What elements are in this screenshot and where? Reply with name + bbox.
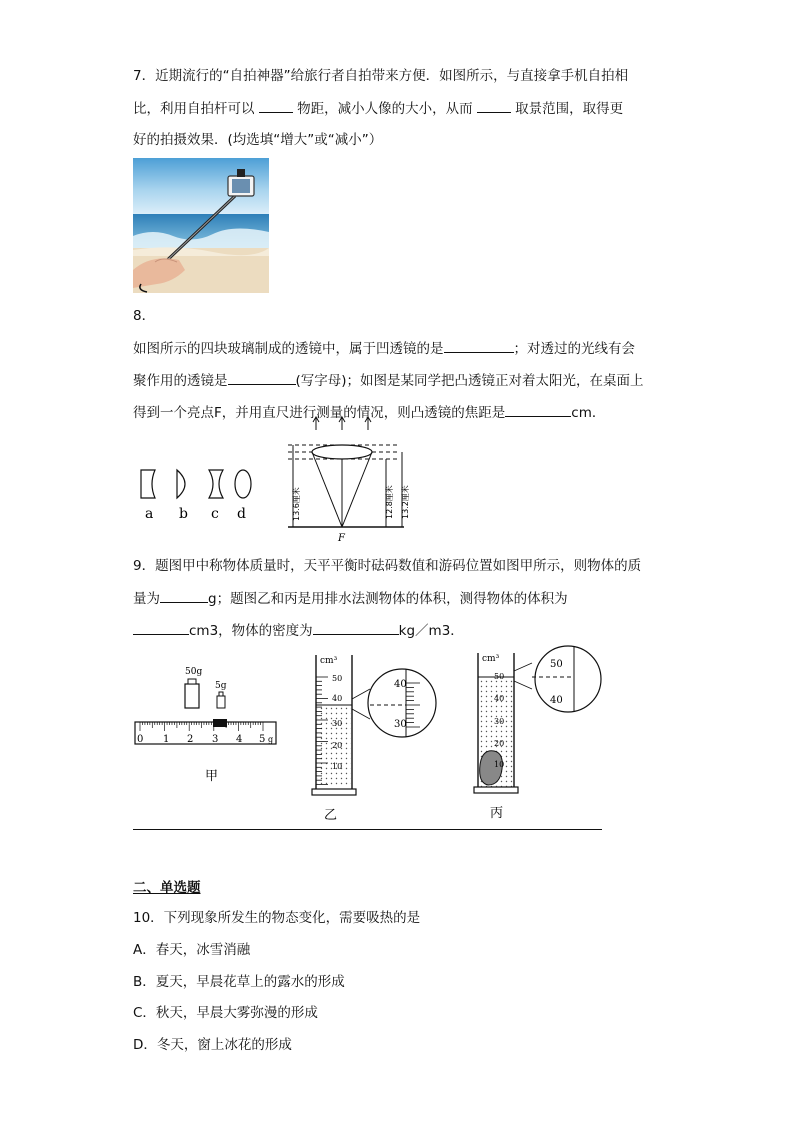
yi-tick-30: 30: [332, 719, 343, 728]
q7-line1: 7．近期流行的“自拍神器”给旅行者自拍带来方便．如图所示，与直接拿手机自拍相: [133, 68, 629, 84]
selfie-stick-photo: [133, 158, 269, 293]
q8-text-c: 聚作用的透镜是: [133, 373, 228, 389]
section-divider: [133, 829, 602, 830]
dim-right-label: 13.2厘米: [401, 485, 410, 519]
q9-line1: 9．题图甲中称物体质量时，天平平衡时砝码数值和游码位置如图甲所示，则物体的质: [133, 558, 642, 574]
q7-line2: [133, 98, 623, 119]
q8-text-b: ；对透过的光线有会: [513, 341, 635, 357]
section-heading: 二、单选题: [133, 880, 201, 896]
focus-label: F: [338, 533, 345, 543]
lens-label-d: d: [237, 506, 246, 522]
bing-zoom-circle: [535, 646, 601, 712]
ruler-tick-4: 4: [236, 734, 243, 745]
q7-text-a: 比，利用自拍杆可以: [133, 101, 259, 117]
bing-zoom-40: 40: [550, 695, 563, 706]
yi-unit: cm³: [320, 656, 338, 666]
weight-5g-shape: [217, 696, 225, 708]
lens-a-shape: [141, 470, 155, 498]
ruler-tick-2: 2: [187, 734, 194, 745]
q10-option-a[interactable]: A．春天，冰雪消融: [133, 942, 251, 958]
ruler-tick-5: 5: [259, 734, 266, 745]
bing-tick-10: 10: [494, 760, 505, 769]
yi-tick-10: 10: [332, 762, 343, 771]
q10-option-b[interactable]: B．夏天，早晨花草上的露水的形成: [133, 974, 345, 990]
rider-scale: [135, 722, 276, 744]
q7-blank-2[interactable]: [477, 98, 511, 113]
yi-tick-50: 50: [332, 674, 343, 683]
cylinder-figure-bing: [470, 645, 605, 822]
focal-length-figure: [282, 415, 417, 543]
bing-tick-30: 30: [494, 717, 505, 726]
caption-bing: 丙: [490, 806, 504, 821]
q7-text-c: 取景范围，取得更: [510, 101, 624, 117]
lens-label-a: a: [145, 506, 154, 522]
q9-blank-2[interactable]: [133, 620, 189, 635]
q8-blank-1[interactable]: [444, 338, 514, 353]
q8-line2: [133, 370, 644, 391]
q9-blank-3[interactable]: [313, 620, 399, 635]
lens-label-b: b: [179, 506, 188, 522]
q9-text-b: g；题图乙和丙是用排水法测物体的体积，测得物体的体积为: [208, 591, 568, 607]
yi-tick-40: 40: [332, 694, 343, 703]
dim-left-label: 13.6厘米: [292, 487, 301, 521]
lens-d-shape: [235, 470, 251, 498]
q8-blank-3[interactable]: [505, 402, 571, 417]
balance-figure-jia: [133, 660, 278, 785]
lens-c-shape: [209, 470, 223, 498]
q8-text-f: cm．: [571, 405, 606, 421]
weight-50g-shape: [185, 684, 199, 708]
bing-zoom-50: 50: [550, 659, 563, 670]
ruler-tick-1: 1: [163, 734, 170, 745]
yi-zoom-30: 30: [394, 719, 407, 730]
q8-number: 8．: [133, 308, 156, 324]
ruler-unit: g: [268, 735, 274, 744]
q9-line2: [133, 588, 568, 609]
q9-text-a: 量为: [133, 591, 160, 607]
yi-zoom-40: 40: [394, 679, 407, 690]
q9-line3: [133, 620, 464, 641]
q7-line3: 好的拍摄效果．(均选填“增大”或“减小”）: [133, 132, 383, 148]
q8-text-e: 得到一个亮点F，并用直尺进行测量的情况，则凸透镜的焦距是: [133, 405, 506, 421]
cylinder-figure-yi: [310, 647, 440, 822]
yi-tick-20: 20: [332, 741, 343, 750]
weight-5g-label: 5g: [215, 681, 227, 691]
ruler-tick-3: 3: [212, 734, 219, 745]
q8-line1: [133, 338, 635, 359]
q9-blank-1[interactable]: [160, 588, 208, 603]
dim-mid-label: 12.8厘米: [385, 485, 394, 519]
q10-option-c[interactable]: C．秋天，早晨大雾弥漫的形成: [133, 1005, 318, 1021]
q9-text-d: kg／m3．: [398, 623, 464, 639]
caption-jia: 甲: [205, 769, 219, 784]
caption-yi: 乙: [324, 808, 338, 822]
bing-unit: cm³: [482, 654, 500, 664]
bing-tick-50: 50: [494, 672, 505, 681]
q9-text-c: cm3，物体的密度为: [189, 623, 313, 639]
lens-label-c: c: [211, 506, 219, 522]
q8-text-a: 如图所示的四块玻璃制成的透镜中，属于凹透镜的是: [133, 341, 444, 357]
lens-shapes-figure: [133, 466, 258, 522]
rider: [213, 719, 227, 727]
lens-b-shape: [177, 470, 185, 498]
q8-blank-2[interactable]: [228, 370, 296, 385]
q10-option-d[interactable]: D．冬天，窗上冰花的形成: [133, 1037, 292, 1053]
ruler-tick-0: 0: [137, 734, 144, 745]
weight-50g-label: 50g: [185, 667, 203, 677]
q7-blank-1[interactable]: [259, 98, 293, 113]
q10-stem: 10．下列现象所发生的物态变化，需要吸热的是: [133, 910, 421, 926]
q7-text-b: 物距，减小人像的大小，从而: [292, 101, 477, 117]
bing-tick-20: 20: [494, 739, 505, 748]
bing-tick-40: 40: [494, 694, 505, 703]
q8-text-d: (写字母)；如图是某同学把凸透镜正对着太阳光，在桌面上: [295, 373, 644, 389]
